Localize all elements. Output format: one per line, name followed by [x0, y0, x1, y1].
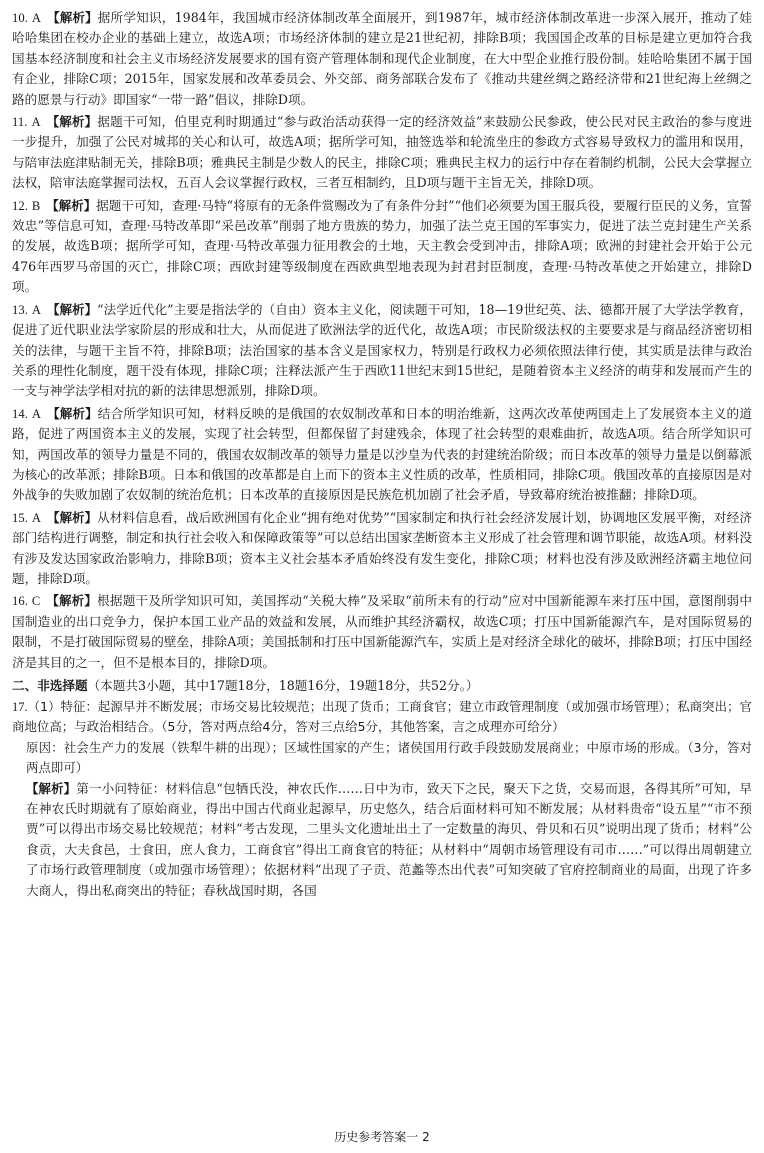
question-number: 13.: [12, 302, 28, 317]
answer-choice: B: [31, 198, 41, 213]
analysis-text: 从材料信息看，战后欧洲国有化企业“拥有绝对优势”“国家制定和执行社会经济发展计划，协调地区发展平衡，对经济部门结构进行调整，制定和执行社会收入和保障政策等”可以总结出国家垄断资本主义形成了社会管理和调节职能，故选A项。材料没有涉及发达国家政治影响力，排除B项；资本主义社会基本矛盾始终没有发生变化，排除C项；材料也没有涉及欧洲经济霸主地位问题，排除D项。: [12, 509, 752, 586]
answer-page: [12, 8, 752, 903]
answer-13: [12, 300, 752, 402]
question-number: 16.: [12, 594, 28, 609]
answer-17-part1: [12, 697, 752, 738]
answer-16: [12, 591, 752, 673]
analysis-tag: 【解析】: [46, 197, 97, 213]
question-number: 10.: [12, 11, 28, 25]
analysis-tag: 【解析】: [47, 301, 98, 317]
answer-choice: A: [31, 115, 41, 130]
answer-choice: A: [31, 406, 42, 421]
question-number: 17.: [12, 700, 28, 714]
answer-12: [12, 196, 752, 298]
analysis-tag: 【解析】: [46, 593, 98, 609]
answer-10: [12, 8, 752, 110]
section-title: 二、非选择题: [12, 678, 88, 693]
question-number: 12.: [12, 198, 28, 213]
page-footer: 历史参考答案一 2: [334, 1130, 430, 1144]
part1-text: （1）特征：起源早并不断发展；市场交易比较规范；出现了货币；工商食官；建立市政管理制度（或加强市场管理）；私商突出；官商地位高；与政治相结合。（5分，答对两点给4分，答对三点给5分，其他答案，言之成理亦可给分）: [12, 699, 752, 735]
answer-choice: A: [31, 510, 42, 525]
question-number: 11.: [12, 115, 28, 130]
analysis-tag: 【解析】: [47, 405, 98, 421]
answer-choice: A: [31, 11, 42, 25]
section-heading: [12, 675, 752, 696]
answer-11: [12, 112, 752, 194]
question-number: 15.: [12, 510, 28, 525]
analysis-text: 据所学知识，1984年，我国城市经济体制改革全面展开，到1987年，城市经济体制改革进一步深入展开，推动了娃哈哈集团在校办企业的基础上建立，故选A项；市场经济体制的建立是21世纪初，排除B项；我国国企改革的目标是建立更加符合我国基本经济制度和社会主义市场经济发展要求的国有资产管理体制和现代企业制度，在大中型企业推行股份制。娃哈哈集团不属于国有企业，排除C项；2015年，国家发展和改革委员会、外交部、商务部联合发布了《推动共建丝绸之路经济带和21世纪海上丝绸之路的愿景与行动》即国家“一带一路”倡议，排除D项。: [12, 10, 752, 107]
analysis-tag: 【解析】: [46, 114, 98, 130]
analysis-text: 据题干可知，查理·马特“将原有的无条件赏赐改为了有条件分封”“他们必须要为国王服兵役，要履行臣民的义务，宣誓效忠”等信息可知，查理·马特改革即“采邑改革”削弱了地方贵族的势力，加强了法兰克王国的军事实力，促进了法兰克封建生产关系的发展，故选B项；据所学可知，查理·马特改革强力征用教会的土地，天主教会受到冲击，排除A项；欧洲的封建社会开始于公元476年西罗马帝国的灭亡，排除C项；西欧封建等级制度在西欧典型地表现为封君封臣制度，查理·马特改革使之开始建立，排除D项。: [12, 197, 752, 295]
answer-choice: A: [31, 302, 42, 317]
answer-14: [12, 404, 752, 506]
analysis-text: 根据题干及所学知识可知，美国挥动“关税大棒”及采取“前所未有的行动”应对中国新能源车来打压中国，意图削弱中国制造业的出口竞争力，保护本国工业产品的效益和发展，从而维护其经济霸权，故选C项；打压中国新能源汽车，是对国际贸易的限制，不是打破国际贸易的壁垒，排除A项；美国抵制和打压中国新能源汽车，实质上是对经济全球化的破坏，排除B项；打压中国经济是其目的之一，但不是根本目的，排除D项。: [12, 593, 753, 670]
analysis-tag: 【解析】: [26, 780, 77, 796]
answer-15: [12, 508, 752, 590]
answer-17-analysis: [12, 779, 752, 901]
analysis-text: 第一小问特征：材料信息“包牺氏没，神农氏作……日中为市，致天下之民，聚天下之货，交易而退，各得其所”可知，早在神农氏时期就有了原始商业，得出中国古代商业起源早，历史悠久，结合后面材料可知不断发展；从材料贵帝“设五星”“市不预贾”可以得出市场交易比较规范；材料“考古发现，二里头文化遗址出土了一定数量的海贝、骨贝和石贝”说明出现了货币；材料“公食贡，大夫食邑，士食田，庶人食力，工商食官”得出工商食官的特征；从材料中“周朝市场管理设有司市……”可以得出周朝建立了市场行政管理制度（或加强市场管理）；依据材料“出现了子贡、范蠡等杰出代表”可知突破了官府控制商业的局面，出现了许多大商人，得出私商突出的特征；春秋战国时期，各国: [26, 780, 753, 898]
answer-17: [12, 697, 752, 901]
analysis-text: “法学近代化”主要是指法学的（自由）资本主义化，阅读题干可知，18—19世纪英、法、德都开展了大学法学教育，促进了近代职业法学家阶层的形成和壮大，从而促进了欧洲法学的近代化，故选A项；市民阶级法权的主要要求是与商品经济密切相关的法律，与题干主旨不符，排除B项；法治国家的基本含义是国家权力，特别是行政权力必须依照法律行使，其实质是法律与政治关系的理性化制度，题干没有体现，排除C项；注释法派产生于西欧11世纪末到15世纪，是随着资本主义经济的萌芽和发展而产生的一支与神学法学相对抗的新的法律思想派别，排除D项。: [12, 301, 752, 399]
answer-17-part2: 原因：社会生产力的发展（铁犁牛耕的出现）；区域性国家的产生；诸侯国用行政手段鼓励发展商业；中原市场的形成。（3分，答对两点即可）: [26, 739, 752, 776]
section-note: （本题共3小题，其中17题18分，18题16分，19题18分，共52分。）: [87, 678, 479, 693]
analysis-text: 据题干可知，伯里克利时期通过“参与政治活动获得一定的经济效益”来鼓励公民参政，使公民对民主政治的参与度进一步提升，加强了公民对城邦的关心和认可，故选A项；据所学可知，抽签选举和轮流坐庄的参政方式容易导致权力的滥用和误用，与陪审法庭津贴制无关，排除B项；雅典民主制是少数人的民主，排除C项；雅典民主权力的运行中存在着制约机制，公民大会掌握立法权，陪审法庭掌握司法权，五百人会议掌握行政权，三者互相制约，且D项与题干主旨无关，排除D项。: [12, 114, 752, 191]
analysis-tag: 【解析】: [47, 509, 98, 525]
question-number: 14.: [12, 406, 28, 421]
answer-choice: C: [31, 594, 41, 609]
analysis-text: 结合所学知识可知，材料反映的是俄国的农奴制改革和日本的明治维新，这两次改革使两国走上了发展资本主义的道路，促进了两国资本主义的发展，实现了社会转型，但都保留了封建残余，体现了社会转型的艰难曲折，故选A项。结合所学知识可知，两国改革的领导力量是不同的，俄国农奴制改革的领导力量是以沙皇为代表的封建统治阶级；而日本改革的领导力量是以倒幕派为核心的改革派；排除B项。日本和俄国的改革都是自上而下的资本主义性质的改革，性质相同，排除C项。俄国改革的直接原因是对外战争的失败加剧了农奴制的统治危机；日本改革的直接原因是民族危机加剧了社会矛盾，导致幕府统治被推翻；排除D项。: [12, 405, 752, 503]
analysis-tag: 【解析】: [47, 10, 98, 25]
